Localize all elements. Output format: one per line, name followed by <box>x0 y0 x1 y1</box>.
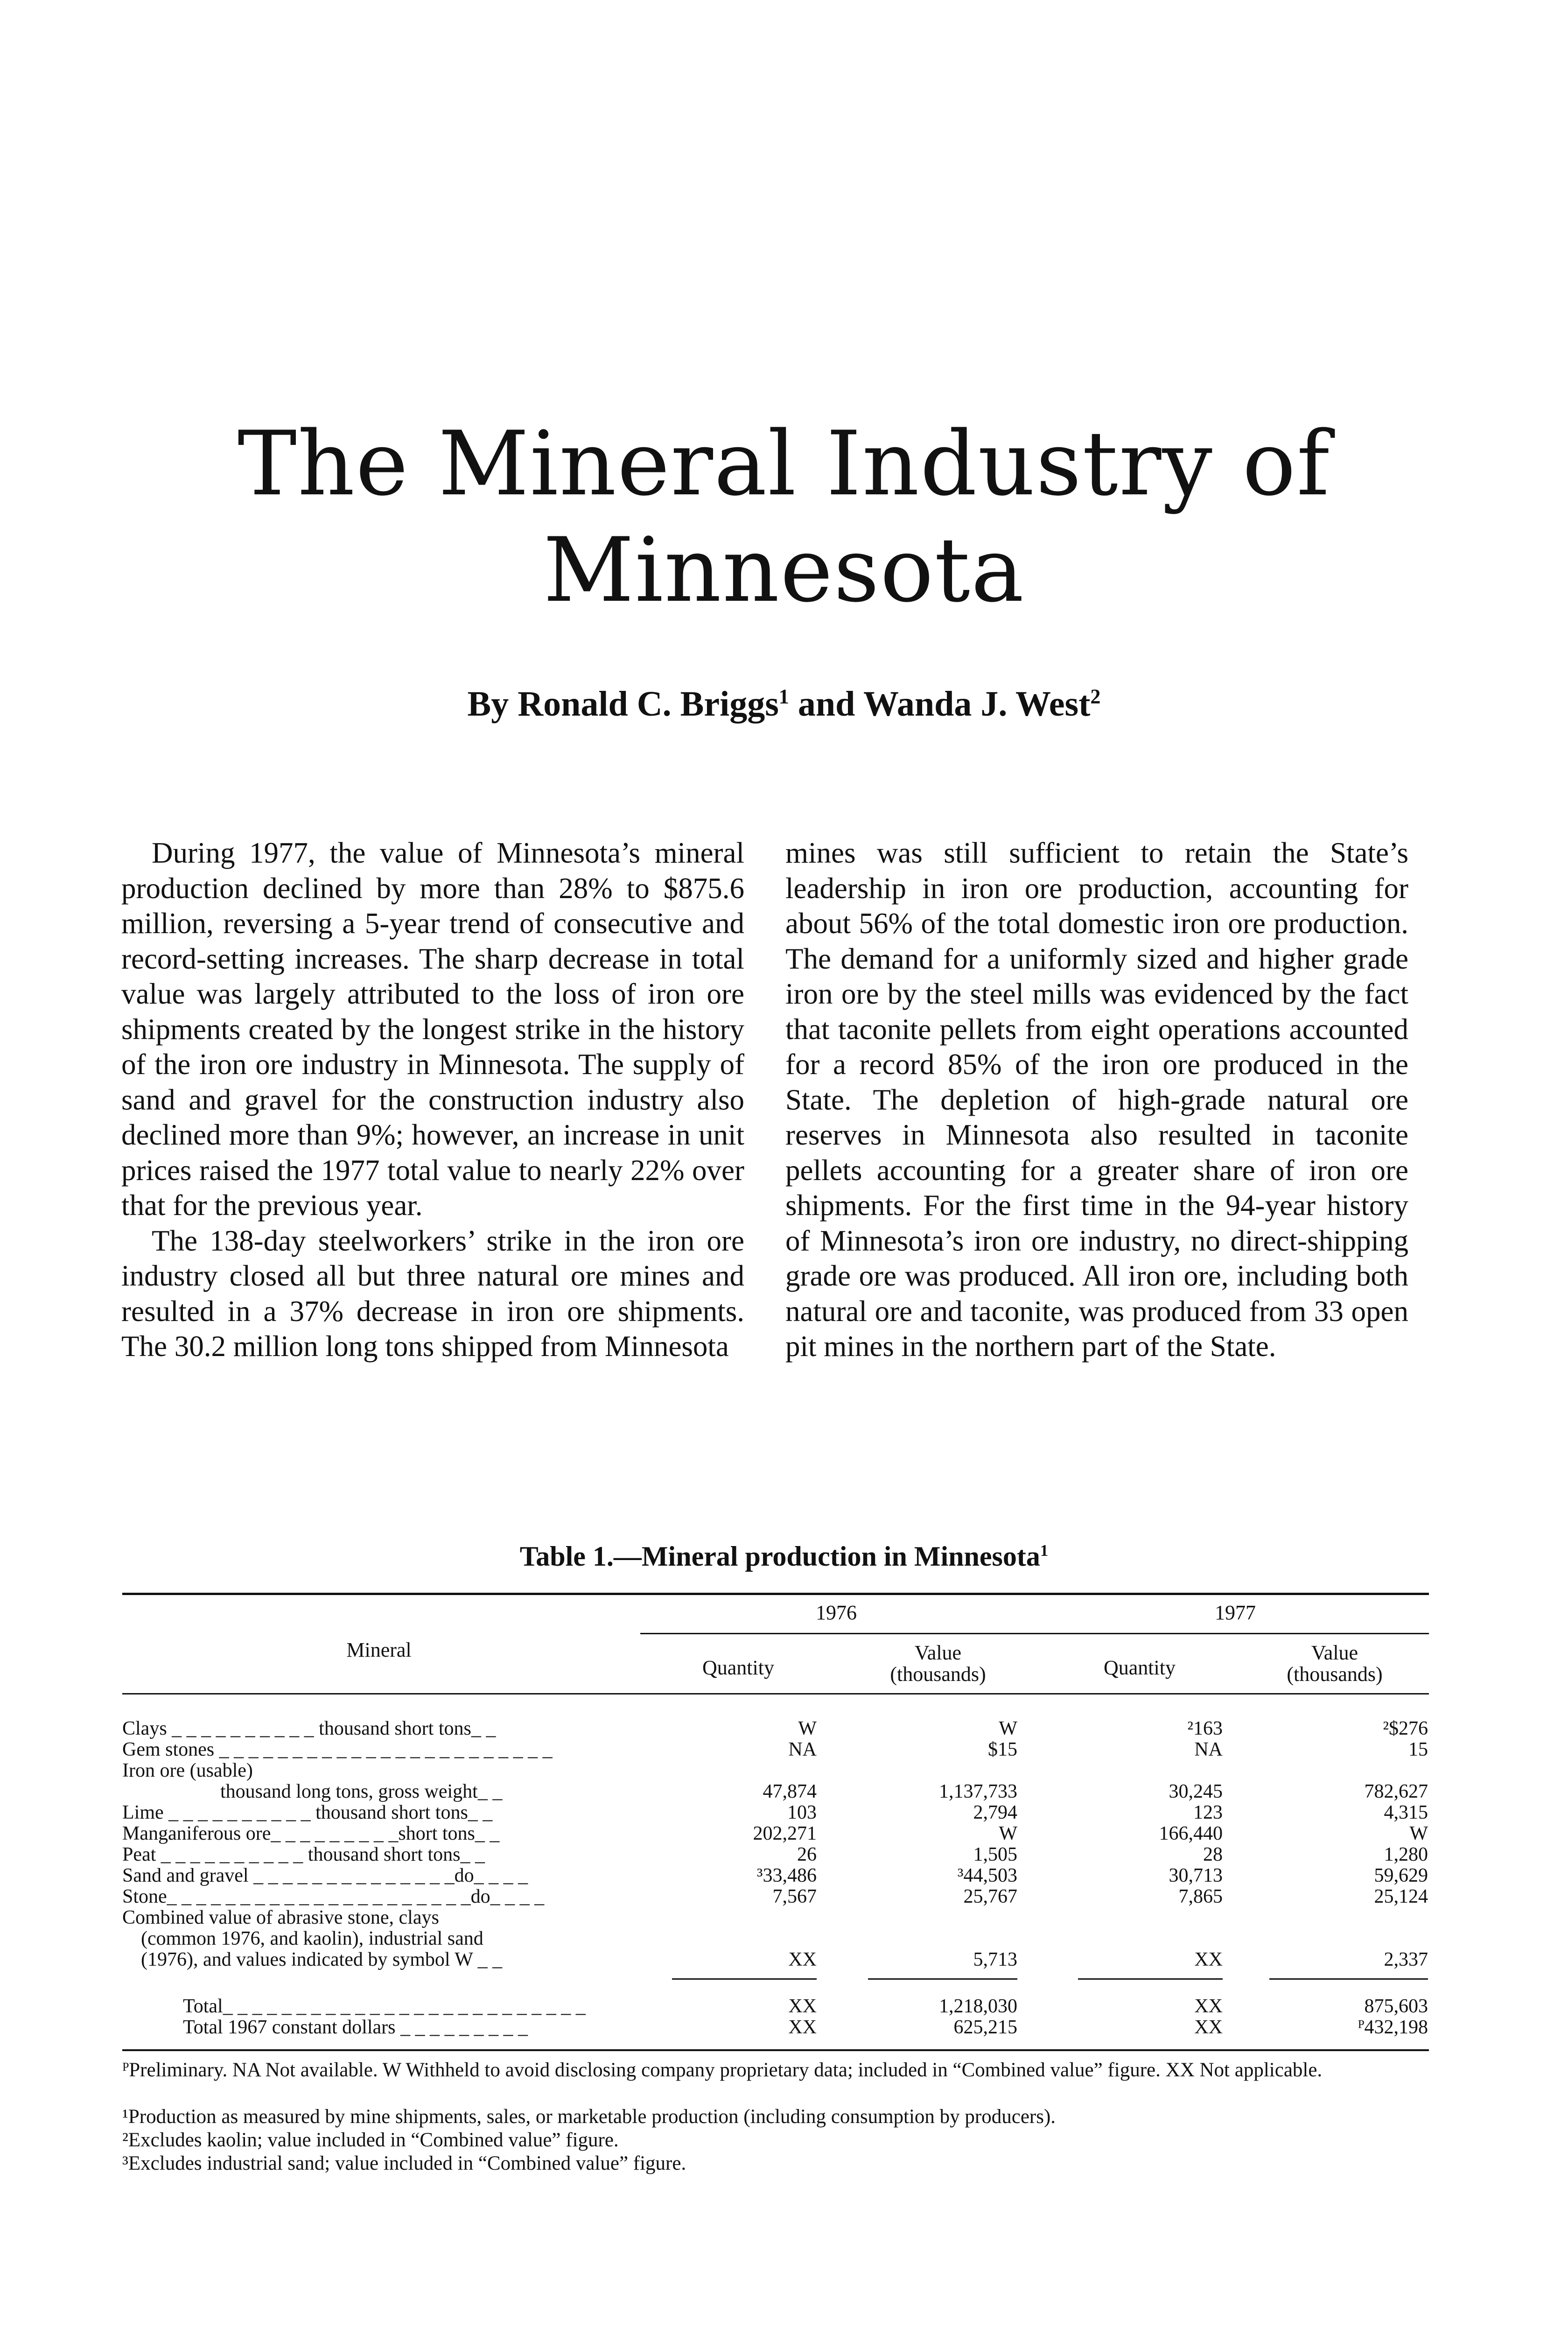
header-year-1977: 1977 <box>1215 1601 1256 1624</box>
paragraph: mines was still sufficient to retain the State’s leadership in iron ore production, accounting for about 56% of the total domestic iron ore production. The demand for a uniformly sized and higher grade iron ore by the steel mills was evidenced by the fact that taconite pellets from eight operations accounted for a record 85% of the iron ore produced in the State. The depletion of high-grade natural ore reserves in Minnesota also resulted in taconite pellets accounting for a greater share of iron ore shipments. For the first time in the 94-year history of Minnesota’s iron ore industry, no direct-shipping grade ore was produced. All iron ore, including both natural ore and taconite, was produced from 33 open pit mines in the northern part of the State. <box>785 837 1408 1363</box>
row-label: Stone_ _ _ _ _ _ _ _ _ _ _ _ _ _ _ _ _ _ _ _ _do_ _ _ _ <box>122 1886 545 1907</box>
table-top-rule <box>122 1593 1429 1595</box>
header-quantity-1976: Quantity <box>702 1656 774 1679</box>
header-quantity-1977: Quantity <box>1104 1656 1176 1679</box>
author-1: Ronald C. Briggs <box>518 684 779 724</box>
cell-value: 875,603 <box>1364 1996 1428 2017</box>
cell-value: 1,280 <box>1384 1844 1428 1865</box>
table-footnote: ¹Production as measured by mine shipments, sales, or marketable production (including consumption by producers). <box>122 2106 1056 2128</box>
cell-value: 25,124 <box>1374 1886 1428 1907</box>
table-total-row <box>0 2017 1568 2038</box>
row-label: (common 1976, and kaolin), industrial sand <box>141 1928 483 1949</box>
table-row <box>0 1781 1568 1802</box>
cell-value: 30,245 <box>1169 1781 1223 1802</box>
cell-value: 4,315 <box>1384 1802 1428 1823</box>
header-bottom-rule <box>122 1693 1429 1694</box>
header-value-1977: Value (thousands) <box>1287 1641 1383 1686</box>
row-label: Clays _ _ _ _ _ _ _ _ _ _ thousand short tons_ _ <box>122 1718 496 1739</box>
cell-value: 166,440 <box>1159 1823 1223 1844</box>
cell-value: 30,713 <box>1169 1865 1223 1886</box>
cell-value: ³44,503 <box>957 1865 1017 1886</box>
byline-prefix: By <box>467 684 509 724</box>
subtotal-rule <box>1269 1978 1428 1980</box>
year-divider-rule <box>640 1633 1429 1634</box>
cell-value: 2,337 <box>1384 1949 1428 1970</box>
table-total-row <box>0 1996 1568 2017</box>
cell-value: NA <box>788 1739 817 1760</box>
table-bottom-rule <box>122 2049 1429 2051</box>
cell-value: NA <box>1194 1739 1223 1760</box>
row-label: Total 1967 constant dollars _ _ _ _ _ _ _ _ _ <box>183 2017 528 2038</box>
paragraph: The 138-day steelworkers’ strike in the iron ore industry closed all but three natural ore mines and resulted in a 37% decrease in iron ore shipments. The 30.2 million long tons shipped from Minnesota <box>121 1224 744 1363</box>
row-label: Sand and gravel _ _ _ _ _ _ _ _ _ _ _ _ _ _do_ _ _ _ <box>122 1865 528 1886</box>
cell-value: 47,874 <box>763 1781 817 1802</box>
table-caption: Table 1.—Mineral production in Minnesota$^1$ <box>519 1541 1049 1572</box>
cell-value: 782,627 <box>1364 1781 1428 1802</box>
row-label: Peat _ _ _ _ _ _ _ _ _ _ thousand short tons_ _ <box>122 1844 485 1865</box>
row-label: (1976), and values indicated by symbol W _ _ <box>141 1949 503 1970</box>
row-label: Gem stones _ _ _ _ _ _ _ _ _ _ _ _ _ _ _ _ _ _ _ _ _ _ _ <box>122 1739 553 1760</box>
table-row <box>0 1844 1568 1865</box>
cell-value: W <box>999 1718 1017 1739</box>
table-row <box>0 1949 1568 1970</box>
cell-value: 15 <box>1408 1739 1428 1760</box>
table-row <box>0 1823 1568 1844</box>
row-label: Iron ore (usable) <box>122 1760 253 1781</box>
table-row <box>0 1886 1568 1907</box>
cell-value: W <box>798 1718 817 1739</box>
article-title: The Mineral Industry of Minnesota <box>238 412 1330 622</box>
row-label: Combined value of abrasive stone, clays <box>122 1907 439 1928</box>
byline-joiner: and <box>798 684 855 724</box>
cell-value: ᴾ432,198 <box>1358 2017 1428 2038</box>
cell-value: 7,567 <box>772 1886 817 1907</box>
cell-value: W <box>1409 1823 1428 1844</box>
subtotal-rule <box>672 1978 817 1980</box>
cell-value: $15 <box>988 1739 1017 1760</box>
cell-value: 202,271 <box>753 1823 817 1844</box>
cell-value: W <box>999 1823 1017 1844</box>
cell-value: 1,505 <box>973 1844 1017 1865</box>
author-2: Wanda J. West <box>863 684 1091 724</box>
author-2-footnote-mark: 2 <box>1090 685 1101 708</box>
header-mineral: Mineral <box>346 1638 412 1661</box>
table-row <box>0 1718 1568 1739</box>
cell-value: XX <box>1194 2017 1223 2038</box>
cell-value: ²163 <box>1187 1718 1223 1739</box>
table-footnote: ³Excludes industrial sand; value included in “Combined value” figure. <box>122 2152 686 2174</box>
cell-value: 103 <box>787 1802 817 1823</box>
cell-value: XX <box>788 1949 817 1970</box>
cell-value: 7,865 <box>1178 1886 1223 1907</box>
row-label: Manganiferous ore_ _ _ _ _ _ _ _ _short tons_ _ <box>122 1823 500 1844</box>
subtotal-rule <box>868 1978 1017 1980</box>
cell-value: ²$276 <box>1383 1718 1428 1739</box>
table-caption-footnote-mark: 1 <box>1040 1541 1049 1560</box>
cell-value: 1,218,030 <box>939 1996 1017 2017</box>
table-footnote: ²Excludes kaolin; value included in “Combined value” figure. <box>122 2129 619 2151</box>
cell-value: 5,713 <box>973 1949 1017 1970</box>
body-column-right <box>785 836 1408 1364</box>
body-column-left <box>121 836 744 1364</box>
cell-value: 25,767 <box>963 1886 1017 1907</box>
header-value-1976: Value (thousands) <box>890 1641 986 1686</box>
table-row <box>0 1802 1568 1823</box>
header-year-1976: 1976 <box>816 1601 857 1624</box>
table-row <box>0 1907 1568 1928</box>
byline <box>0 684 1568 724</box>
cell-value: 26 <box>797 1844 817 1865</box>
table-row <box>0 1865 1568 1886</box>
row-label: Total_ _ _ _ _ _ _ _ _ _ _ _ _ _ _ _ _ _ _ _ _ _ _ _ _ <box>183 1996 586 2017</box>
cell-value: 1,137,733 <box>939 1781 1017 1802</box>
subtotal-rule <box>1078 1978 1223 1980</box>
cell-value: 625,215 <box>953 2017 1017 2038</box>
paragraph: During 1977, the value of Minnesota’s mineral production declined by more than 28% to $875.6 million, reversing a 5-year trend of consecutive and record-setting increases. The sharp decrease in total value was largely attributed to the loss of iron ore shipments created by the longest strike in the history of the iron ore industry in Minnesota. The supply of sand and gravel for the construction industry also declined more than 9%; however, an increase in unit prices raised the 1977 total value to nearly 22% over that for the previous year. <box>121 837 744 1222</box>
cell-value: 2,794 <box>973 1802 1017 1823</box>
author-1-footnote-mark: 1 <box>778 685 789 708</box>
table-row <box>0 1739 1568 1760</box>
row-label: Lime _ _ _ _ _ _ _ _ _ _ thousand short tons_ _ <box>122 1802 493 1823</box>
cell-value: 28 <box>1203 1844 1223 1865</box>
cell-value: XX <box>788 2017 817 2038</box>
cell-value: 59,629 <box>1374 1865 1428 1886</box>
cell-value: XX <box>1194 1996 1223 2017</box>
cell-value: XX <box>1194 1949 1223 1970</box>
table-footnote: ᴾPreliminary. NA Not available. W Withheld to avoid disclosing company proprietary data; included in “Combined value” figure. XX Not applicable. <box>122 2059 1323 2081</box>
cell-value: ³33,486 <box>756 1865 817 1886</box>
table-row <box>0 1928 1568 1949</box>
row-label: thousand long tons, gross weight_ _ <box>220 1781 503 1802</box>
cell-value: XX <box>788 1996 817 2017</box>
table-row <box>0 1760 1568 1781</box>
cell-value: 123 <box>1193 1802 1223 1823</box>
